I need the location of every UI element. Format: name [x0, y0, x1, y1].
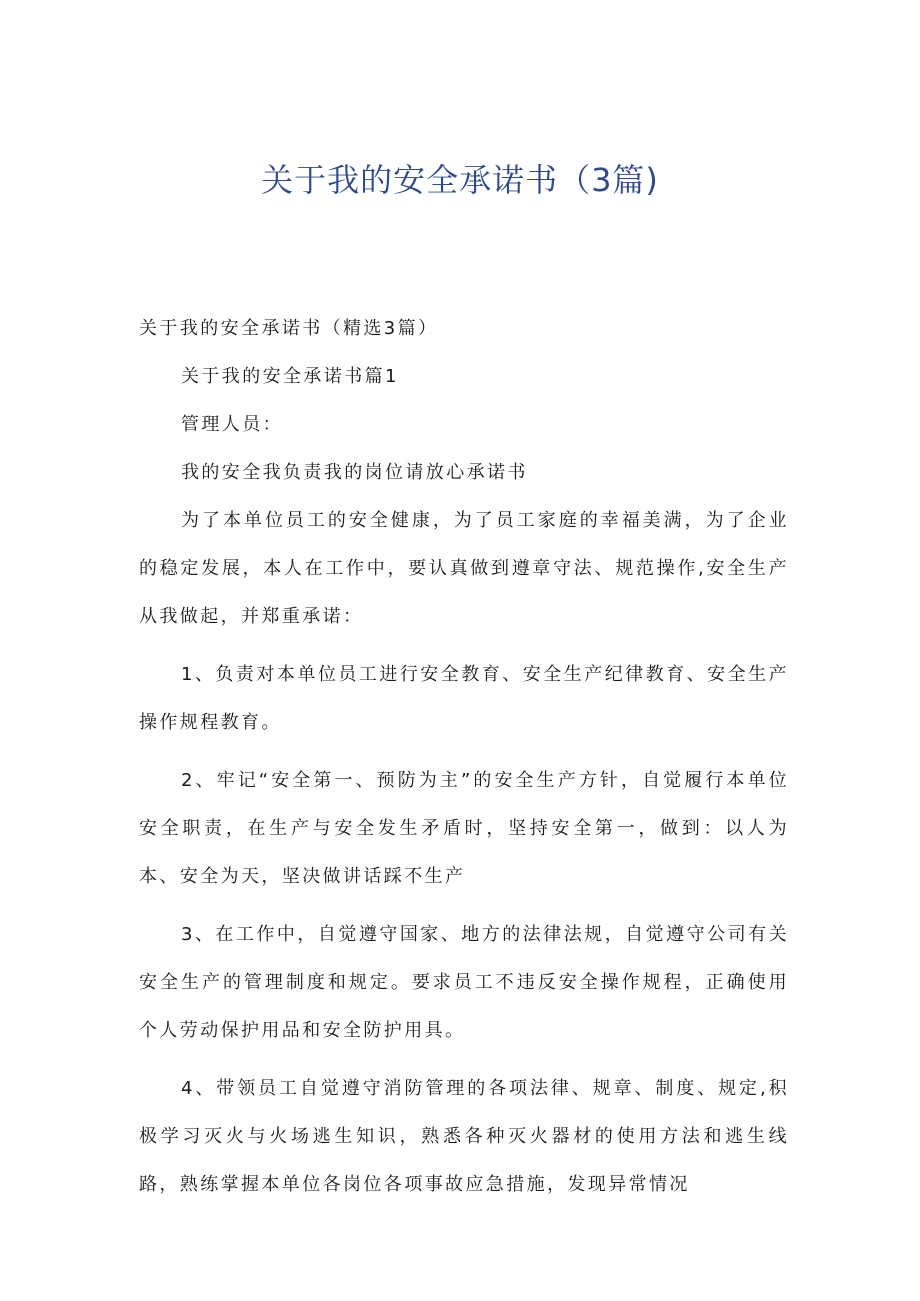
paragraph-item-4: 4、带领员工自觉遵守消防管理的各项法律、规章、制度、规定,积极学习灭火与火场逃生知识，熟悉各种灭火器材的使用方法和逃生线路，熟练掌握本单位各岗位各项事故应急措施，发现异常情况	[139, 1078, 789, 1195]
paragraph-item-1: 1、负责对本单位员工进行安全教育、安全生产纪律教育、安全生产操作规程教育。	[139, 664, 789, 733]
document-body	[139, 305, 789, 1209]
slogan: 我的安全我负责我的岗位请放心承诺书	[181, 462, 528, 483]
paragraph-item-2: 2、牢记“安全第一、预防为主”的安全生产方针，自觉履行本单位安全职责，在生产与安全发生矛盾时，坚持安全第一，做到：以人为本、安全为天，坚决做讲话踩不生产	[139, 770, 789, 887]
paragraph-item-3: 3、在工作中，自觉遵守国家、地方的法律法规，自觉遵守公司有关安全生产的管理制度和规定。要求员工不违反安全操作规程，正确使用个人劳动保护用品和安全防护用具。	[139, 924, 789, 1041]
document-title: 关于我的安全承诺书（3篇)	[261, 161, 659, 199]
document-subtitle: 关于我的安全承诺书（精选3篇）	[139, 318, 439, 339]
paragraph-intro: 为了本单位员工的安全健康，为了员工家庭的幸福美满，为了企业的稳定发展，本人在工作中，要认真做到遵章守法、规范操作,安全生产从我做起，并郑重承诺：	[139, 510, 789, 627]
section-heading: 关于我的安全承诺书篇1	[181, 366, 399, 387]
addressee: 管理人员：	[181, 414, 283, 435]
